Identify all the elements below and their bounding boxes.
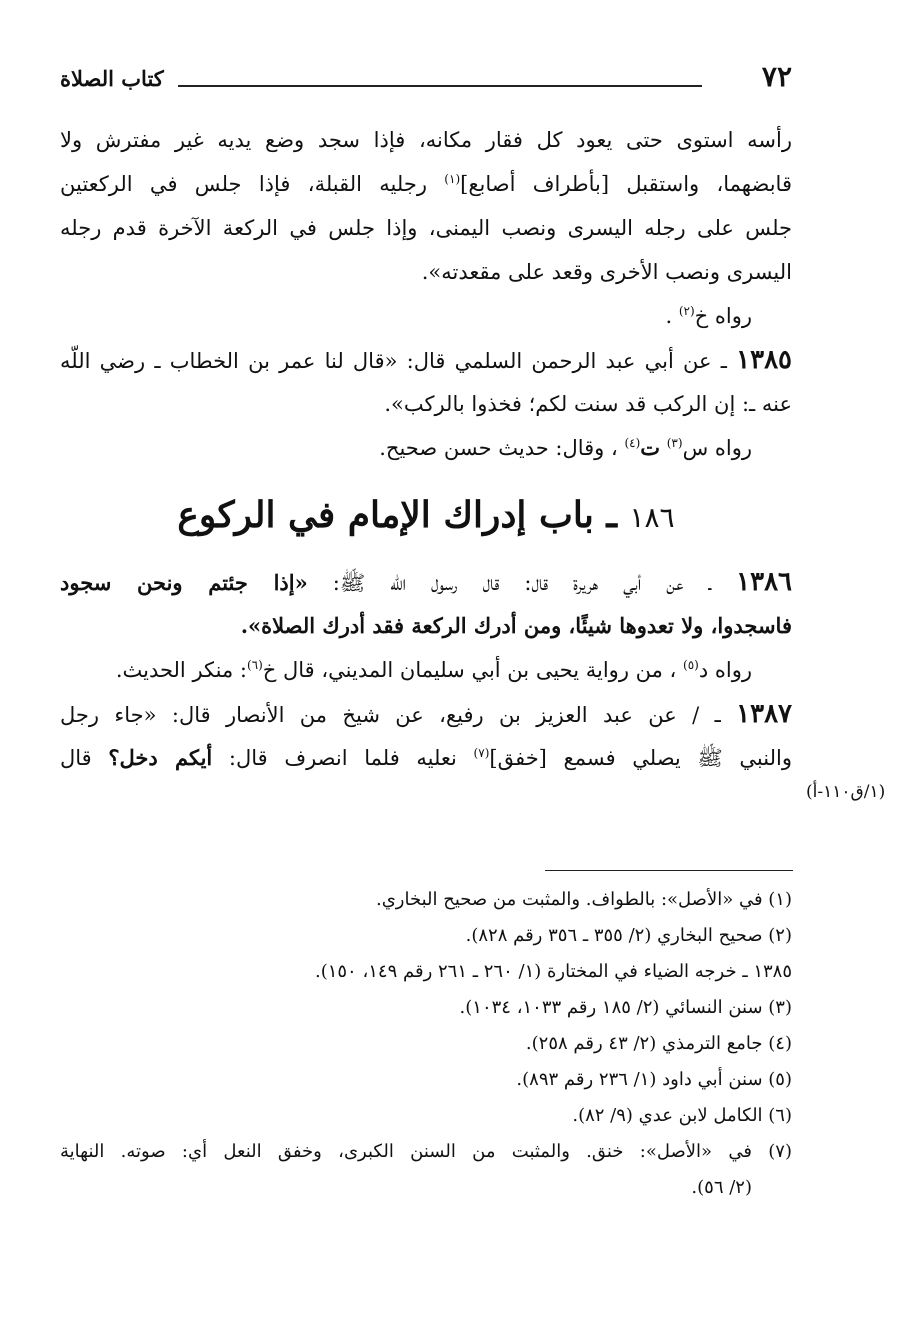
chapter-number: ١٨٦ [629,501,675,534]
text-span: رجليه القبلة، فإذا جلس في الركعتين [60,172,427,196]
footnote: (١) في «الأصل»: بالطواف. والمثبت من صحيح البخاري. [375,889,792,910]
footnote-ref: (٧) [473,746,490,760]
text-span: جلس على رجله اليسرى ونصب اليمنى، وإذا جلس في الركعة الآخرة قدم رجله [60,216,792,240]
text-span: رواه س [682,436,752,460]
hadith-number: ١٣٨٦ [736,567,792,597]
text-line [60,736,792,780]
text-span: رواه خ [694,304,752,328]
footnote-ref: (١) [444,172,461,186]
text-line [60,206,792,250]
text-line [60,118,792,162]
text-span: قابضهما، واستقبل [بأطراف أصابع] [460,172,792,196]
text-span: «إذا جئتم ونحن سجود [60,570,308,595]
chapter-title: ـ باب إدراك الإمام في الركوع [177,494,617,536]
running-title: كتاب الصلاة [60,66,164,91]
manuscript-margin-note: (١/ق١١٠-أ) [806,782,886,802]
footnotes [60,882,792,1206]
text-span: رواه د [698,658,752,682]
page-header [60,58,792,98]
main-text [60,118,792,780]
footnote-ref: (٤) [624,436,641,450]
page-number: ٧٢ [761,60,792,93]
footnote: (٧) في «الأصل»: خنق. والمثبت من السنن الكبرى، وخفق النعل أي: صوته. النهاية [60,1141,792,1162]
hadith-1385-line [60,338,792,382]
footnote: (٦) الكامل لابن عدي (٩/ ٨٢). [572,1105,792,1126]
text-span: ت [640,435,661,460]
hadith-1386-line [60,560,792,604]
text-span: . [665,304,673,328]
text-line [60,250,792,294]
text-span: فاسجدوا، ولا تعدوها شيئًا، ومن أدرك الركعة فقد أدرك الصلاة». [240,613,792,638]
text-span: نعليه فلما انصرف قال: [228,746,457,770]
footnote-ref: (٦) [246,658,263,672]
source-line [60,648,792,692]
footnote-ref: (٢) [678,304,695,318]
source-line [60,426,792,470]
text-line [60,604,792,648]
text-span: ـ عن أبي هريرة قال: قال رسول اللّه ﷺ: [332,571,712,595]
footnote: (٥) سنن أبي داود (١/ ٢٣٦ رقم ٨٩٣). [516,1069,792,1090]
footnote: ١٣٨٥ ـ خرجه الضياء في المختارة (١/ ٢٦٠ ـ ٢٦١ رقم ١٤٩، ١٥٠). [314,961,792,982]
text-span: أيكم دخل؟ [108,745,213,770]
hadith-1387-line [60,692,792,736]
footnote-continuation: (٢/ ٥٦). [691,1177,752,1198]
text-span: عنه ـ: إن الركب قد سنت لكم؛ فخذوا بالركب». [384,392,792,416]
text-span: اليسرى ونصب الأخرى وقعد على مقعدته». [421,260,792,284]
footnote: (٤) جامع الترمذي (٢/ ٤٣ رقم ٢٥٨). [525,1033,792,1054]
text-line [60,162,792,206]
chapter-heading [60,470,792,560]
footnote: (٢) صحيح البخاري (٢/ ٣٥٥ ـ ٣٥٦ رقم ٨٢٨). [465,925,792,946]
footnote: (٣) سنن النسائي (٢/ ١٨٥ رقم ١٠٣٣، ١٠٣٤). [459,997,792,1018]
text-span: ـ عن أبي عبد الرحمن السلمي قال: «قال لنا عمر بن الخطاب ـ رضي اللّه [60,349,727,373]
text-span: والنبي ﷺ يصلي فسمع [خفق] [489,746,792,770]
footnote-rule [545,870,793,871]
text-span: : منكر الحديث. [115,658,247,682]
header-rule [178,85,702,87]
footnote-ref: (٥) [683,658,699,672]
text-span: رأسه استوى حتى يعود كل فقار مكانه، فإذا سجد وضع يديه غير مفترش ولا [60,128,792,152]
text-span: ، من رواية يحيى بن أبي سليمان المديني، قال خ [262,658,677,682]
hadith-number: ١٣٨٥ [736,345,792,375]
text-span: قال [60,746,92,770]
source-line [60,294,792,338]
text-line [60,382,792,426]
hadith-number: ١٣٨٧ [736,699,792,729]
footnote-ref: (٣) [666,436,683,450]
text-span: ـ / عن عبد العزيز بن رفيع، عن شيخ من الأنصار قال: «جاء رجل [60,703,721,727]
text-span: ، وقال: حديث حسن صحيح. [379,436,618,460]
